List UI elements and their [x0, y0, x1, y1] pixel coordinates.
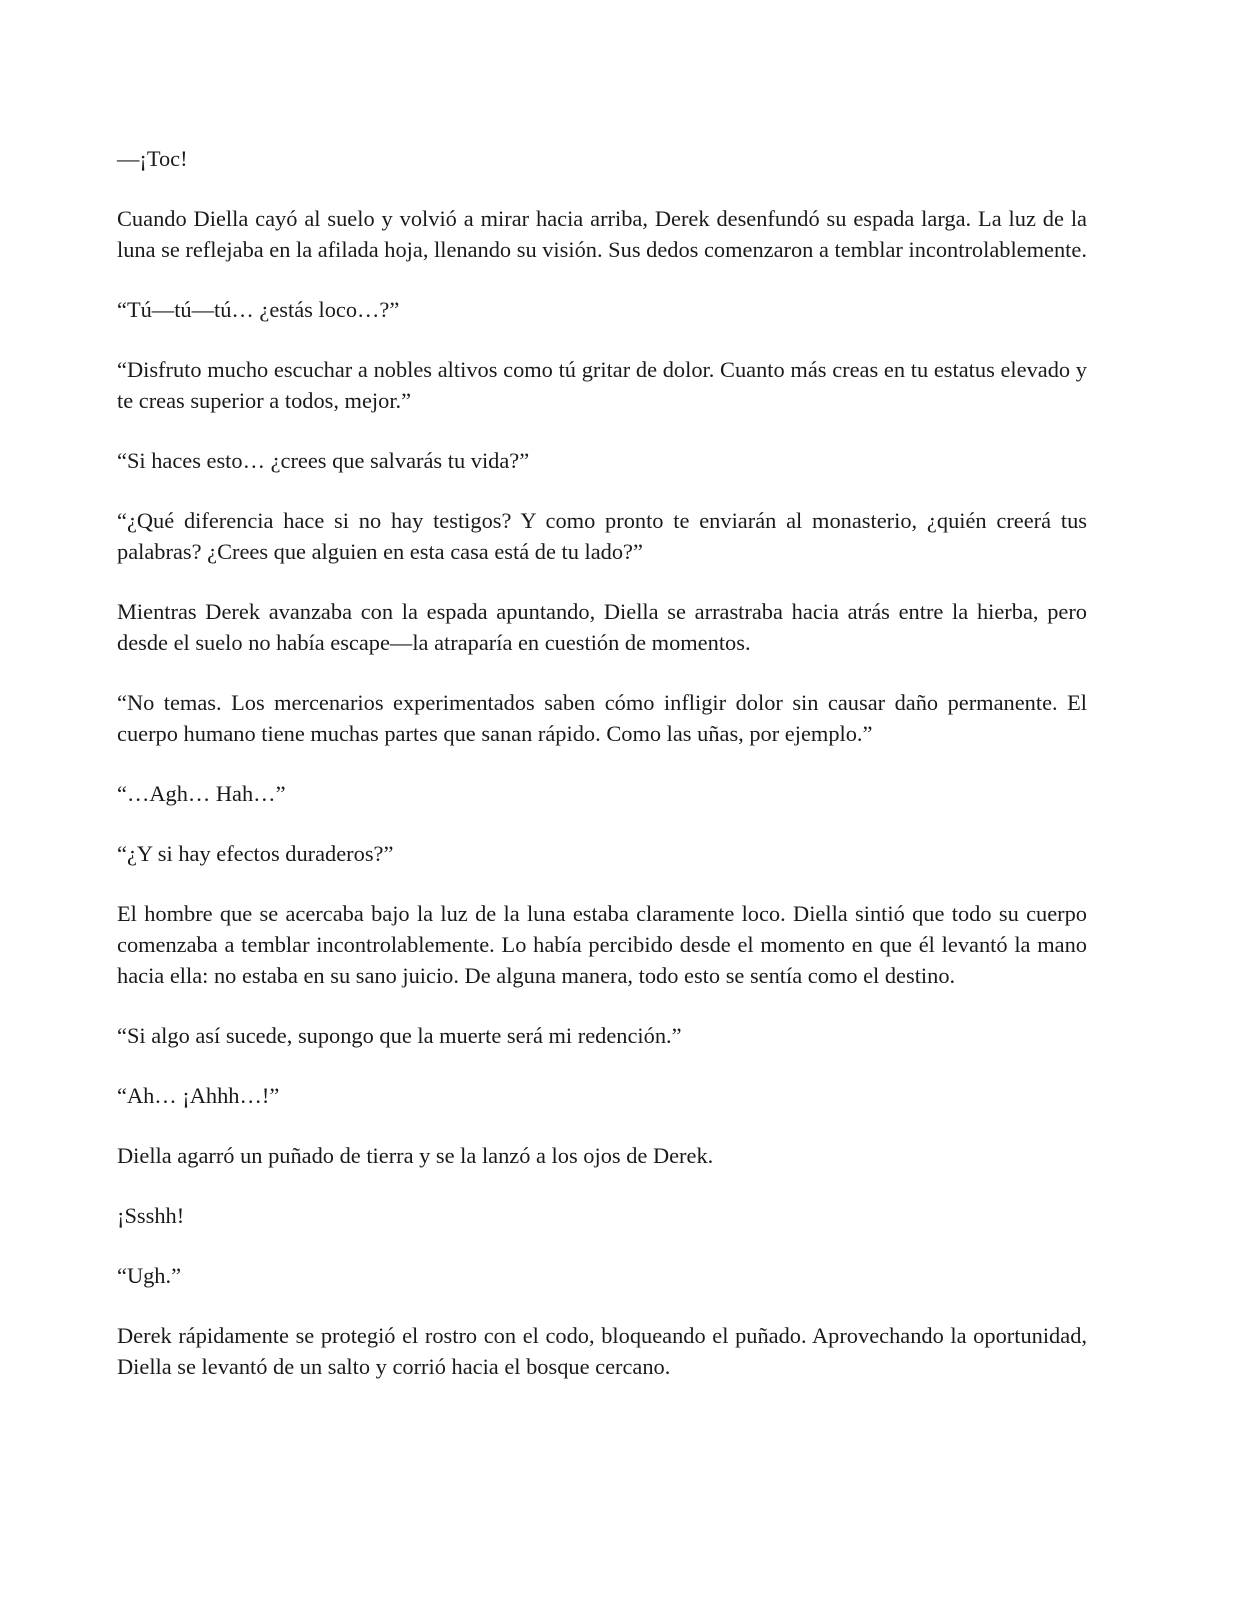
paragraph-17: Derek rápidamente se protegió el rostro con el codo, bloqueando el puñado. Aprovechando la oportunidad, Diella se levantó de un salto y corrió hacia el bosque cercano.: [117, 1323, 1087, 1379]
paragraph-10: “¿Y si hay efectos duraderos?”: [117, 841, 394, 866]
paragraph-12: “Si algo así sucede, supongo que la muerte será mi redención.”: [117, 1023, 682, 1048]
paragraph-1: —¡Toc!: [117, 146, 188, 171]
paragraph-16: “Ugh.”: [117, 1263, 182, 1288]
paragraph-11: El hombre que se acercaba bajo la luz de la luna estaba claramente loco. Diella sintió que todo su cuerpo comenzaba a temblar incontrolablemente. Lo había percibido desde el momento en que él levantó la mano hacia ella: no estaba en su sano juicio. De alguna manera, todo esto se sentía como el destino.: [117, 901, 1087, 988]
document-page: [117, 143, 1087, 1411]
paragraph-13: “Ah… ¡Ahhh…!”: [117, 1083, 280, 1108]
paragraph-8: “No temas. Los mercenarios experimentados saben cómo infligir dolor sin causar daño permanente. El cuerpo humano tiene muchas partes que sanan rápido. Como las uñas, por ejemplo.”: [117, 690, 1087, 746]
paragraph-6: “¿Qué diferencia hace si no hay testigos? Y como pronto te enviarán al monasterio, ¿quién creerá tus palabras? ¿Crees que alguien en esta casa está de tu lado?”: [117, 508, 1087, 564]
paragraph-14: Diella agarró un puñado de tierra y se la lanzó a los ojos de Derek.: [117, 1143, 714, 1168]
paragraph-3: “Tú—tú—tú… ¿estás loco…?”: [117, 297, 400, 322]
paragraph-2: Cuando Diella cayó al suelo y volvió a mirar hacia arriba, Derek desenfundó su espada larga. La luz de la luna se reflejaba en la afilada hoja, llenando su visión. Sus dedos comenzaron a temblar incontrolablemente.: [117, 206, 1087, 262]
paragraph-5: “Si haces esto… ¿crees que salvarás tu vida?”: [117, 448, 530, 473]
paragraph-7: Mientras Derek avanzaba con la espada apuntando, Diella se arrastraba hacia atrás entre la hierba, pero desde el suelo no había escape—la atraparía en cuestión de momentos.: [117, 599, 1087, 655]
paragraph-4: “Disfruto mucho escuchar a nobles altivos como tú gritar de dolor. Cuanto más creas en tu estatus elevado y te creas superior a todos, mejor.”: [117, 357, 1087, 413]
paragraph-15: ¡Ssshh!: [117, 1203, 185, 1228]
paragraph-9: “…Agh… Hah…”: [117, 781, 286, 806]
